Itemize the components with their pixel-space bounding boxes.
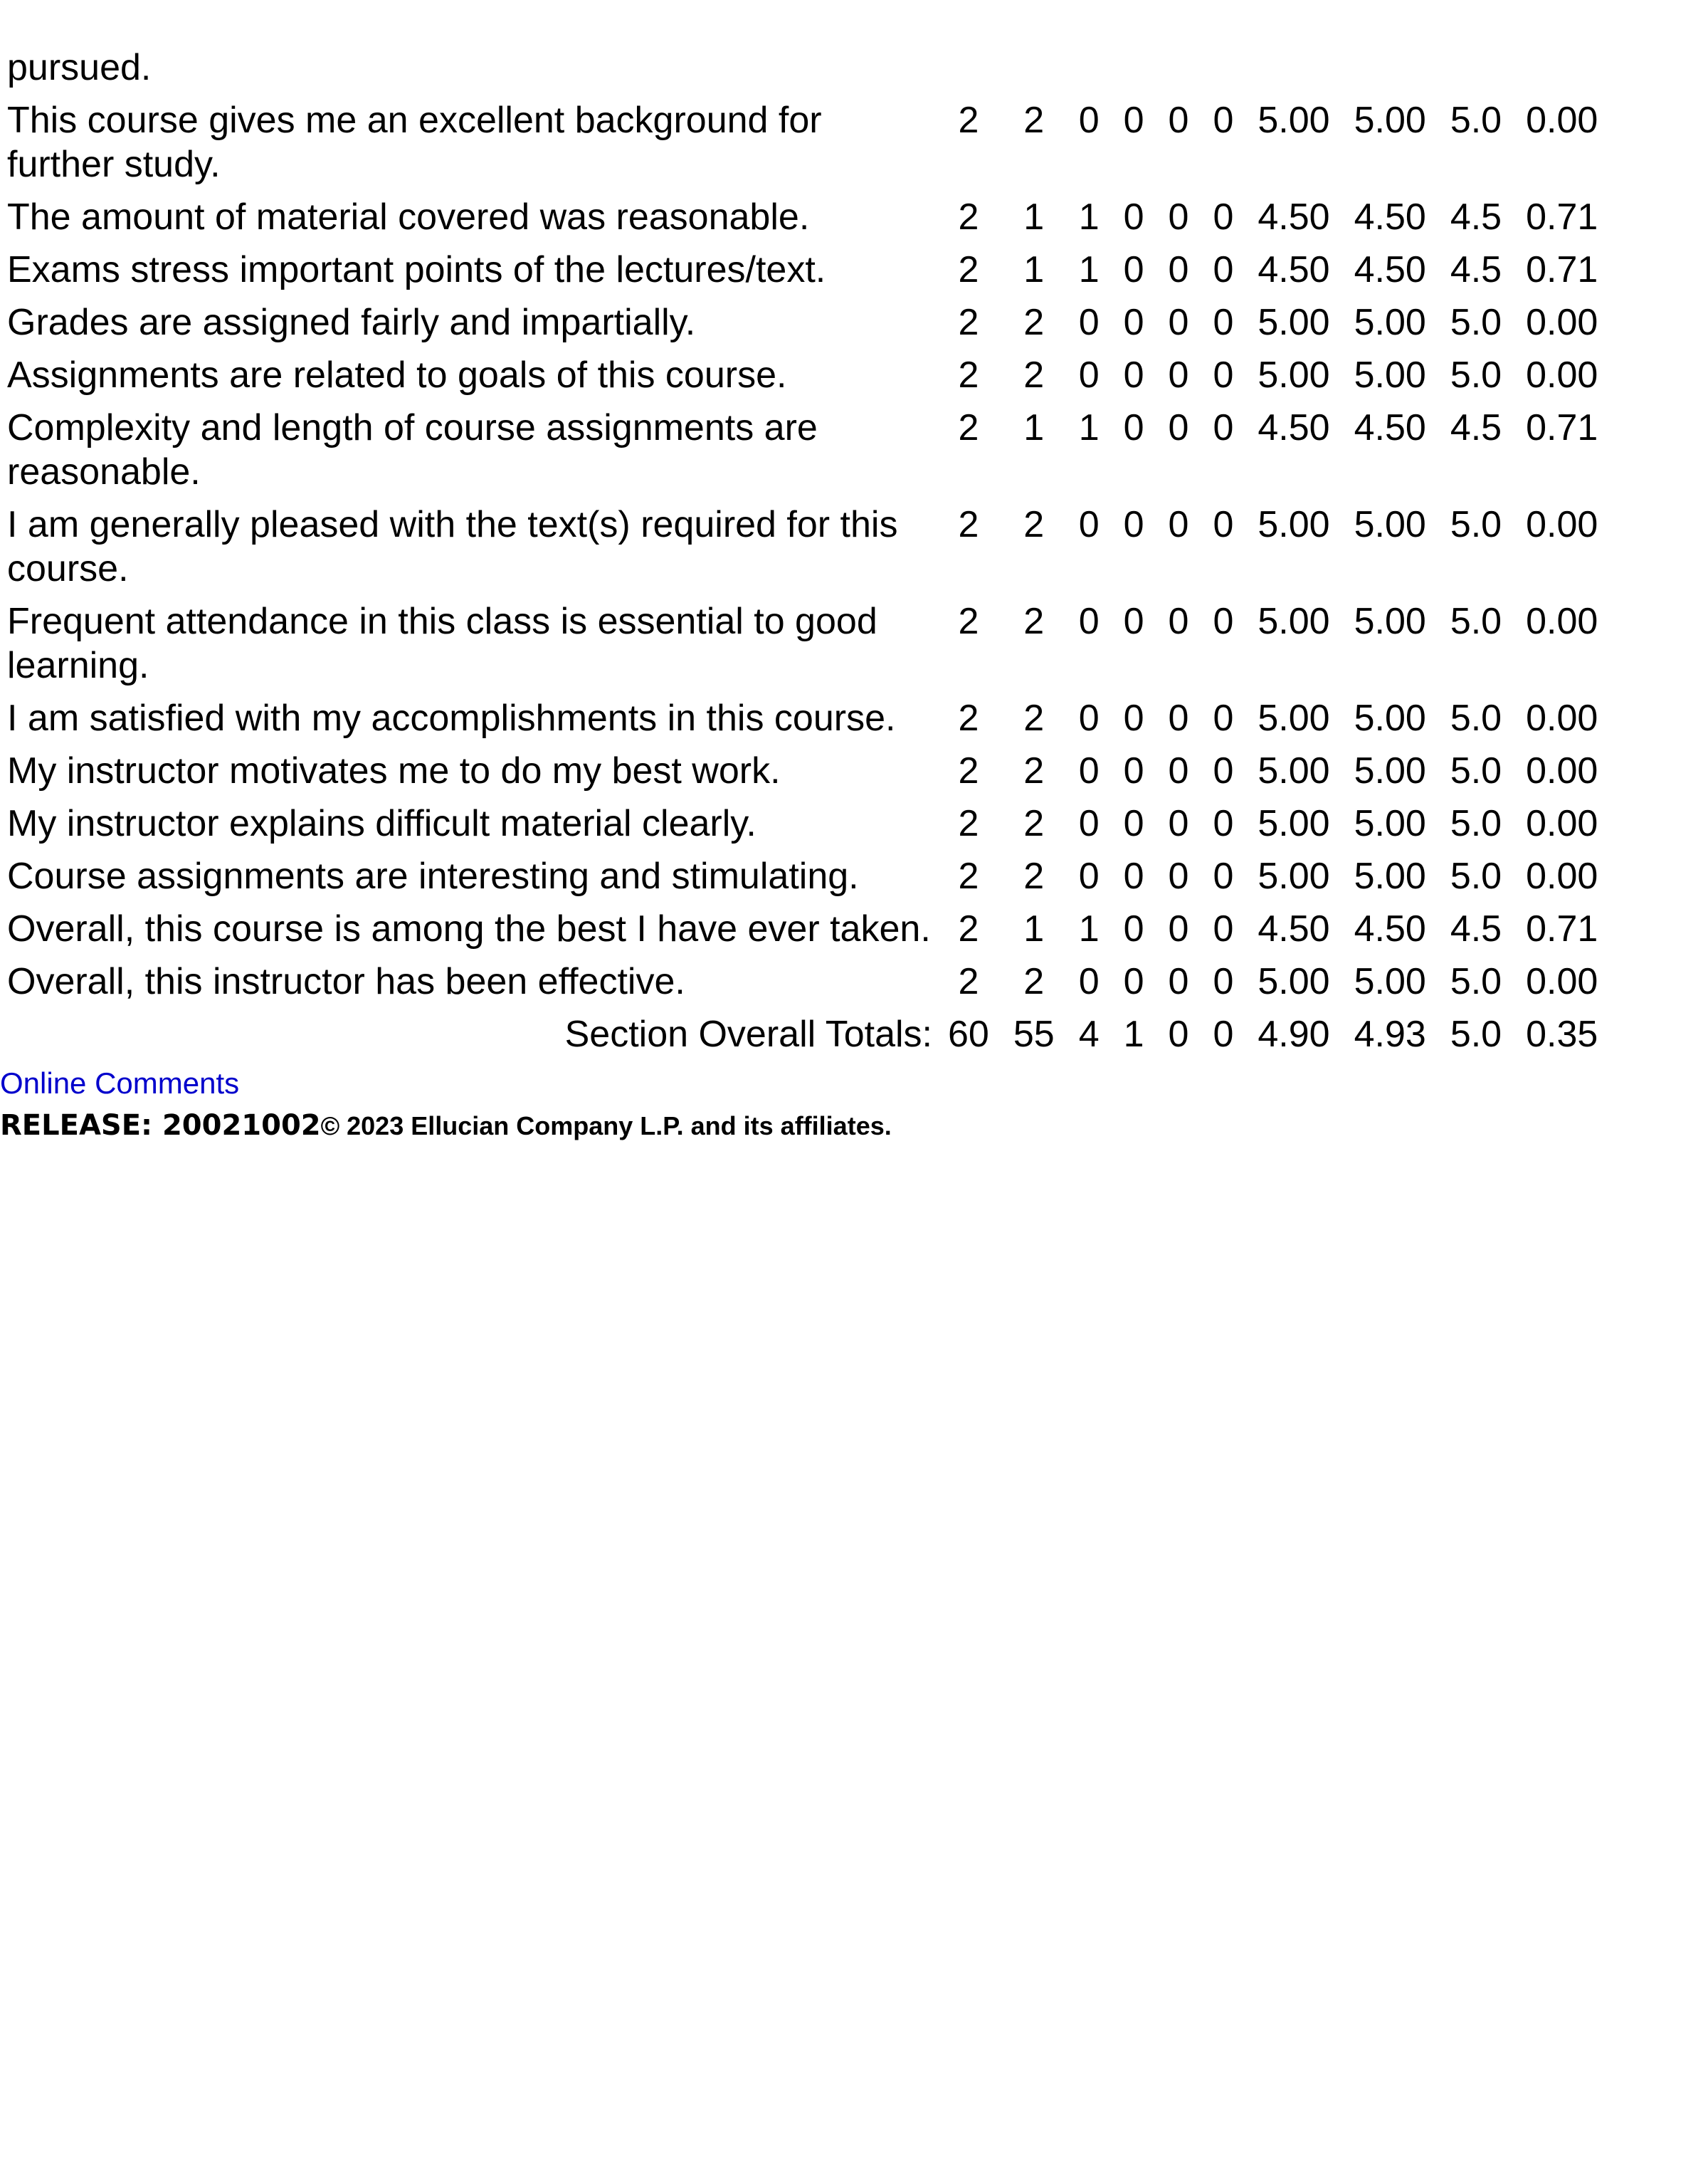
score-cell: 2 bbox=[1023, 856, 1045, 897]
question-text: I am satisfied with my accomplishments in this course. bbox=[7, 698, 896, 739]
score-cell: 4.5 bbox=[1450, 196, 1502, 238]
score-cell: 1 bbox=[1078, 249, 1100, 290]
score-cell: 0 bbox=[1078, 698, 1100, 739]
score-cell: 0 bbox=[1123, 355, 1144, 396]
question-text: Exams stress important points of the lectures/text. bbox=[7, 249, 826, 290]
score-cell: 5.00 bbox=[1258, 504, 1330, 545]
score-cell: 1 bbox=[1078, 407, 1100, 448]
score-cell: 2 bbox=[1023, 601, 1045, 642]
total-cell: 5.0 bbox=[1450, 1014, 1502, 1055]
score-cell: 5.00 bbox=[1258, 100, 1330, 141]
total-cell: 1 bbox=[1123, 1014, 1144, 1055]
score-cell: 2 bbox=[1023, 698, 1045, 739]
score-cell: 0 bbox=[1213, 504, 1234, 545]
score-cell: 5.00 bbox=[1354, 355, 1426, 396]
totals-label: Section Overall Totals: bbox=[564, 1014, 932, 1055]
score-cell: 1 bbox=[1023, 407, 1045, 448]
score-cell: 5.0 bbox=[1450, 698, 1502, 739]
score-cell: 5.00 bbox=[1354, 302, 1426, 343]
question-text: pursued. bbox=[7, 47, 152, 88]
total-cell: 55 bbox=[1013, 1014, 1055, 1055]
score-cell: 0 bbox=[1213, 961, 1234, 1002]
question-text: Grades are assigned fairly and impartially. bbox=[7, 302, 696, 343]
score-cell: 2 bbox=[1023, 750, 1045, 792]
score-cell: 1 bbox=[1023, 249, 1045, 290]
question-text: Course assignments are interesting and stimulating. bbox=[7, 856, 859, 897]
table-row bbox=[7, 797, 1606, 850]
score-cell: 0 bbox=[1078, 750, 1100, 792]
score-cell: 0.00 bbox=[1526, 961, 1598, 1002]
score-cell: 2 bbox=[958, 355, 979, 396]
score-cell: 0 bbox=[1213, 100, 1234, 141]
score-cell: 2 bbox=[958, 908, 979, 950]
score-cell: 4.50 bbox=[1354, 249, 1426, 290]
score-cell: 0 bbox=[1213, 908, 1234, 950]
score-cell: 0 bbox=[1168, 750, 1189, 792]
score-cell: 0 bbox=[1168, 601, 1189, 642]
score-cell: 0 bbox=[1168, 504, 1189, 545]
table-row bbox=[7, 296, 1606, 349]
score-cell: 0 bbox=[1078, 803, 1100, 844]
table-row bbox=[7, 243, 1606, 296]
score-cell: 0 bbox=[1078, 302, 1100, 343]
release-label: RELEASE: 20021002 bbox=[0, 1109, 321, 1142]
score-cell: 0 bbox=[1078, 601, 1100, 642]
score-cell: 0 bbox=[1168, 355, 1189, 396]
score-cell: 2 bbox=[958, 601, 979, 642]
score-cell: 0 bbox=[1168, 249, 1189, 290]
score-cell: 2 bbox=[958, 196, 979, 238]
score-cell: 0 bbox=[1123, 750, 1144, 792]
evaluation-results-table bbox=[0, 41, 1613, 1061]
score-cell: 4.50 bbox=[1354, 196, 1426, 238]
total-cell: 0 bbox=[1168, 1014, 1189, 1055]
table-row bbox=[7, 850, 1606, 903]
score-cell: 0 bbox=[1123, 856, 1144, 897]
total-cell: 0.35 bbox=[1526, 1014, 1598, 1055]
score-cell: 5.00 bbox=[1354, 856, 1426, 897]
score-cell: 2 bbox=[1023, 355, 1045, 396]
score-cell: 5.0 bbox=[1450, 601, 1502, 642]
score-cell: 0 bbox=[1123, 961, 1144, 1002]
score-cell: 0 bbox=[1213, 601, 1234, 642]
score-cell: 4.50 bbox=[1258, 196, 1330, 238]
score-cell: 0.00 bbox=[1526, 504, 1598, 545]
score-cell: 0 bbox=[1168, 407, 1189, 448]
score-cell: 0.00 bbox=[1526, 601, 1598, 642]
table-row bbox=[7, 349, 1606, 401]
question-text: Overall, this instructor has been effective. bbox=[7, 961, 685, 1002]
score-cell: 5.00 bbox=[1258, 961, 1330, 1002]
score-cell: 0 bbox=[1168, 196, 1189, 238]
score-cell: 5.0 bbox=[1450, 856, 1502, 897]
score-cell: 2 bbox=[958, 750, 979, 792]
score-cell: 5.00 bbox=[1258, 856, 1330, 897]
score-cell: 0 bbox=[1123, 504, 1144, 545]
score-cell: 5.00 bbox=[1258, 355, 1330, 396]
footer bbox=[0, 1109, 1708, 1142]
score-cell: 4.5 bbox=[1450, 407, 1502, 448]
score-cell: 5.00 bbox=[1354, 504, 1426, 545]
score-cell: 4.50 bbox=[1258, 407, 1330, 448]
score-cell: 0 bbox=[1123, 698, 1144, 739]
score-cell: 2 bbox=[1023, 504, 1045, 545]
score-cell: 2 bbox=[958, 100, 979, 141]
score-cell: 0.71 bbox=[1526, 249, 1598, 290]
score-cell: 2 bbox=[1023, 803, 1045, 844]
score-cell: 4.50 bbox=[1354, 407, 1426, 448]
score-cell: 2 bbox=[958, 249, 979, 290]
question-text: The amount of material covered was reasonable. bbox=[7, 196, 810, 238]
score-cell: 5.00 bbox=[1258, 302, 1330, 343]
question-text: This course gives me an excellent background for further study. bbox=[7, 100, 822, 185]
question-text: My instructor explains difficult material clearly. bbox=[7, 803, 757, 844]
score-cell: 0 bbox=[1213, 196, 1234, 238]
score-cell: 5.0 bbox=[1450, 100, 1502, 141]
totals-row bbox=[7, 1008, 1606, 1061]
score-cell: 5.0 bbox=[1450, 961, 1502, 1002]
score-cell: 5.00 bbox=[1354, 750, 1426, 792]
table-row bbox=[7, 745, 1606, 797]
score-cell: 4.50 bbox=[1258, 249, 1330, 290]
score-cell: 0 bbox=[1123, 803, 1144, 844]
question-text: I am generally pleased with the text(s) required for this course. bbox=[7, 504, 898, 589]
page-content bbox=[0, 41, 1708, 1142]
score-cell: 2 bbox=[958, 302, 979, 343]
score-cell: 0 bbox=[1123, 302, 1144, 343]
table-row bbox=[7, 692, 1606, 745]
score-cell: 0 bbox=[1213, 302, 1234, 343]
score-cell: 0 bbox=[1168, 698, 1189, 739]
score-cell: 0.71 bbox=[1526, 908, 1598, 950]
score-cell: 0.00 bbox=[1526, 100, 1598, 141]
total-cell: 0 bbox=[1213, 1014, 1234, 1055]
score-cell: 5.00 bbox=[1258, 803, 1330, 844]
score-cell: 0 bbox=[1168, 856, 1189, 897]
score-cell: 0 bbox=[1213, 750, 1234, 792]
score-cell: 0 bbox=[1123, 249, 1144, 290]
table-row bbox=[7, 94, 1606, 191]
total-cell: 4.90 bbox=[1258, 1014, 1330, 1055]
score-cell: 2 bbox=[958, 698, 979, 739]
score-cell: 4.50 bbox=[1258, 908, 1330, 950]
score-cell: 0 bbox=[1213, 803, 1234, 844]
score-cell: 5.00 bbox=[1354, 803, 1426, 844]
score-cell: 0 bbox=[1213, 856, 1234, 897]
score-cell: 0 bbox=[1168, 803, 1189, 844]
total-cell: 4.93 bbox=[1354, 1014, 1426, 1055]
score-cell: 0 bbox=[1078, 100, 1100, 141]
score-cell: 0 bbox=[1078, 856, 1100, 897]
question-text: My instructor motivates me to do my best work. bbox=[7, 750, 781, 792]
score-cell: 0 bbox=[1123, 601, 1144, 642]
copyright-text: © 2023 Ellucian Company L.P. and its affiliates. bbox=[320, 1111, 892, 1140]
score-cell: 0 bbox=[1123, 908, 1144, 950]
score-cell: 1 bbox=[1078, 196, 1100, 238]
score-cell: 0 bbox=[1078, 355, 1100, 396]
question-text: Complexity and length of course assignments are reasonable. bbox=[7, 407, 818, 493]
score-cell: 0 bbox=[1123, 196, 1144, 238]
score-cell: 1 bbox=[1023, 196, 1045, 238]
score-cell: 0 bbox=[1213, 355, 1234, 396]
score-cell: 4.5 bbox=[1450, 908, 1502, 950]
score-cell: 2 bbox=[1023, 961, 1045, 1002]
score-cell: 5.00 bbox=[1354, 601, 1426, 642]
score-cell: 0 bbox=[1078, 961, 1100, 1002]
score-cell: 5.00 bbox=[1354, 100, 1426, 141]
score-cell: 0.00 bbox=[1526, 750, 1598, 792]
score-cell: 0.00 bbox=[1526, 302, 1598, 343]
score-cell: 5.00 bbox=[1258, 750, 1330, 792]
table-row bbox=[7, 595, 1606, 692]
score-cell: 5.0 bbox=[1450, 355, 1502, 396]
table-row bbox=[7, 955, 1606, 1008]
score-cell: 0 bbox=[1168, 961, 1189, 1002]
question-text: Overall, this course is among the best I have ever taken. bbox=[7, 908, 931, 950]
question-text: Frequent attendance in this class is essential to good learning. bbox=[7, 601, 877, 686]
score-cell: 0 bbox=[1168, 100, 1189, 141]
score-cell: 0 bbox=[1123, 407, 1144, 448]
score-cell: 5.00 bbox=[1354, 961, 1426, 1002]
score-cell: 2 bbox=[958, 961, 979, 1002]
score-cell: 0 bbox=[1168, 908, 1189, 950]
score-cell: 0 bbox=[1078, 504, 1100, 545]
score-cell: 2 bbox=[1023, 302, 1045, 343]
table-row bbox=[7, 401, 1606, 498]
score-cell: 0.71 bbox=[1526, 407, 1598, 448]
score-cell: 0 bbox=[1213, 698, 1234, 739]
total-cell: 60 bbox=[948, 1014, 989, 1055]
score-cell: 2 bbox=[958, 803, 979, 844]
table-row bbox=[7, 41, 1606, 94]
score-cell: 0 bbox=[1168, 302, 1189, 343]
total-cell: 4 bbox=[1078, 1014, 1100, 1055]
score-cell: 4.50 bbox=[1354, 908, 1426, 950]
score-cell: 2 bbox=[958, 407, 979, 448]
table-row bbox=[7, 903, 1606, 955]
score-cell: 0.00 bbox=[1526, 856, 1598, 897]
score-cell: 0.00 bbox=[1526, 803, 1598, 844]
score-cell: 5.0 bbox=[1450, 302, 1502, 343]
score-cell: 0.00 bbox=[1526, 355, 1598, 396]
score-cell: 2 bbox=[958, 504, 979, 545]
score-cell: 1 bbox=[1078, 908, 1100, 950]
score-cell: 5.0 bbox=[1450, 504, 1502, 545]
table-row bbox=[7, 191, 1606, 243]
score-cell: 5.00 bbox=[1258, 698, 1330, 739]
score-cell: 4.5 bbox=[1450, 249, 1502, 290]
score-cell: 0 bbox=[1123, 100, 1144, 141]
score-cell: 2 bbox=[1023, 100, 1045, 141]
score-cell: 5.0 bbox=[1450, 750, 1502, 792]
score-cell: 0.71 bbox=[1526, 196, 1598, 238]
score-cell: 5.0 bbox=[1450, 803, 1502, 844]
score-cell: 0 bbox=[1213, 407, 1234, 448]
results-table-body bbox=[7, 41, 1606, 1061]
online-comments-link[interactable]: Online Comments bbox=[0, 1066, 240, 1100]
table-row bbox=[7, 498, 1606, 595]
score-cell: 5.00 bbox=[1354, 698, 1426, 739]
score-cell: 0 bbox=[1213, 249, 1234, 290]
score-cell: 2 bbox=[958, 856, 979, 897]
question-text: Assignments are related to goals of this course. bbox=[7, 355, 787, 396]
score-cell: 5.00 bbox=[1258, 601, 1330, 642]
score-cell: 1 bbox=[1023, 908, 1045, 950]
score-cell: 0.00 bbox=[1526, 698, 1598, 739]
